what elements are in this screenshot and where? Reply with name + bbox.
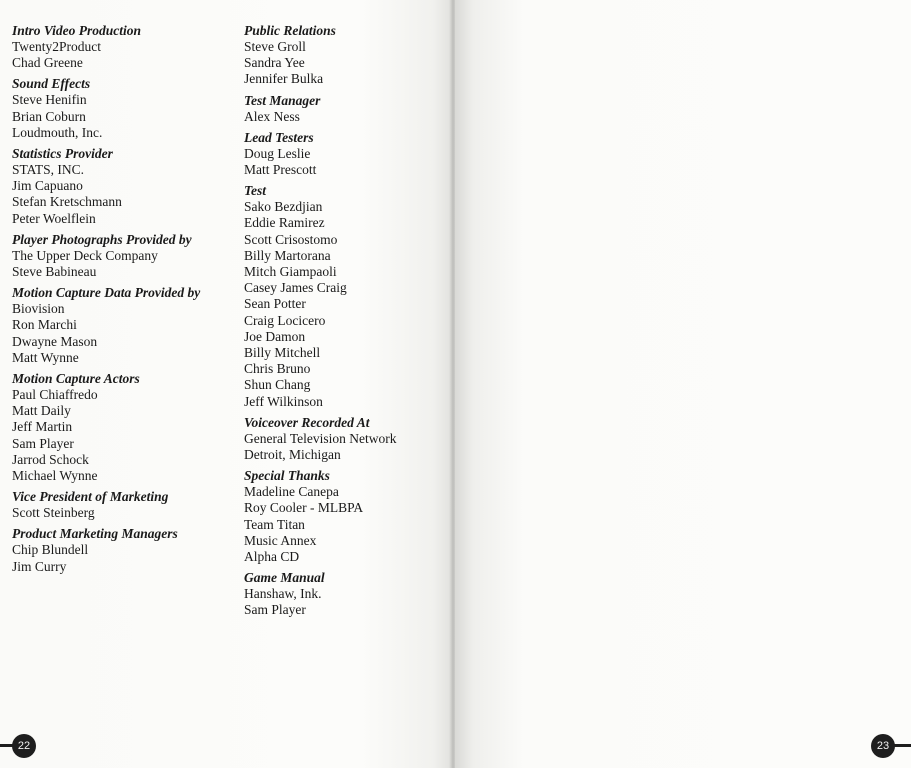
credit-section <box>12 284 232 366</box>
credit-name: Hanshaw, Ink. <box>244 586 322 602</box>
credit-name: Billy Mitchell <box>244 345 321 361</box>
credit-name: Chip Blundell <box>12 542 89 558</box>
credit-name: Scott Steinberg <box>12 505 95 521</box>
credit-name: Team Titan <box>244 516 305 532</box>
credit-name: Alex Ness <box>244 108 300 124</box>
credit-name: Loudmouth, Inc. <box>12 124 103 140</box>
credit-name: Ron Marchi <box>12 317 77 333</box>
credit-name: Sam Player <box>244 602 306 618</box>
credit-heading: Test Manager <box>244 92 321 108</box>
left-page <box>0 0 451 768</box>
credit-name: Jeff Wilkinson <box>244 393 323 409</box>
credit-name: Music Annex <box>244 532 317 548</box>
credit-name: Craig Locicero <box>244 312 326 328</box>
right-page <box>455 0 911 768</box>
credit-name: Jeff Martin <box>12 419 73 435</box>
credit-name: Mitch Giampaoli <box>244 264 337 280</box>
credit-section <box>244 92 444 125</box>
page-tab-mark <box>894 744 911 747</box>
credit-heading: Vice President of Marketing <box>12 489 169 505</box>
credit-name: Shun Chang <box>244 377 311 393</box>
credit-name: Jim Capuano <box>12 178 83 194</box>
credit-name: Dwayne Mason <box>12 333 98 349</box>
credit-heading: Test <box>244 183 267 199</box>
credit-name: Roy Cooler - MLBPA <box>244 500 364 516</box>
credit-name: Chris Bruno <box>244 361 311 377</box>
credit-section <box>244 129 444 178</box>
credit-heading: Motion Capture Actors <box>12 371 140 387</box>
page-number-badge: 23 <box>871 734 895 758</box>
credit-heading: Special Thanks <box>244 468 330 484</box>
credit-heading: Product Marketing Managers <box>12 526 178 542</box>
credit-name: Steve Henifin <box>12 92 87 108</box>
credit-name: Steve Babineau <box>12 264 97 280</box>
credit-heading: Voiceover Recorded At <box>244 414 370 430</box>
credit-section <box>244 22 444 88</box>
credit-name: Paul Chiaffredo <box>12 387 98 403</box>
credit-section <box>12 370 232 484</box>
credit-section <box>244 182 444 410</box>
credit-section <box>244 569 444 618</box>
credit-name: Madeline Canepa <box>244 484 339 500</box>
credit-heading: Intro Video Production <box>12 23 142 38</box>
credit-name: The Upper Deck Company <box>12 247 158 263</box>
credit-heading: Motion Capture Data Provided by <box>12 285 201 301</box>
page-number-badge: 22 <box>12 734 36 758</box>
credit-name: Sandra Yee <box>244 55 305 71</box>
credit-name: Casey James Craig <box>244 280 347 296</box>
credit-section <box>12 75 232 141</box>
credits-column-1 <box>12 22 232 579</box>
credit-name: Jim Curry <box>12 558 67 574</box>
credit-name: Sean Potter <box>244 296 306 312</box>
credit-name: Detroit, Michigan <box>244 447 341 463</box>
credit-name: Eddie Ramirez <box>244 215 325 231</box>
credit-heading: Statistics Provider <box>12 146 113 162</box>
credit-name: General Television Network <box>244 430 397 446</box>
credit-section <box>12 145 232 227</box>
credit-section <box>12 525 232 574</box>
credit-heading: Sound Effects <box>12 76 91 92</box>
credit-name: Billy Martorana <box>244 247 331 263</box>
credit-name: Brian Coburn <box>12 108 86 124</box>
credit-section <box>244 467 444 565</box>
credit-heading: Public Relations <box>244 23 336 38</box>
credit-name: Matt Daily <box>12 403 71 419</box>
credit-name: Jennifer Bulka <box>244 71 324 87</box>
credit-name: Jarrod Schock <box>12 451 89 467</box>
credit-name: Steve Groll <box>244 39 306 54</box>
credit-name: Scott Crisostomo <box>244 231 338 247</box>
credit-section <box>12 488 232 521</box>
credit-name: STATS, INC. <box>12 162 85 178</box>
credit-name: Chad Greene <box>12 55 83 71</box>
credit-name: Biovision <box>12 301 65 317</box>
credit-name: Matt Prescott <box>244 162 317 178</box>
credits-column-2 <box>244 22 444 623</box>
credit-name: Doug Leslie <box>244 145 311 161</box>
credit-name: Stefan Kretschmann <box>12 194 122 210</box>
credit-name: Michael Wynne <box>12 468 98 484</box>
credit-section <box>244 414 444 463</box>
credit-name: Sam Player <box>12 435 74 451</box>
credit-heading: Game Manual <box>244 570 325 586</box>
credit-heading: Player Photographs Provided by <box>12 231 192 247</box>
credit-name: Peter Woelflein <box>12 210 96 226</box>
credit-name: Joe Damon <box>244 328 306 344</box>
credit-name: Alpha CD <box>244 549 300 565</box>
credit-section <box>12 231 232 280</box>
credit-heading: Lead Testers <box>244 129 314 145</box>
credit-name: Twenty2Product <box>12 39 102 54</box>
credit-name: Matt Wynne <box>12 349 79 365</box>
credit-name: Sako Bezdjian <box>244 199 323 215</box>
credit-section <box>12 22 232 71</box>
